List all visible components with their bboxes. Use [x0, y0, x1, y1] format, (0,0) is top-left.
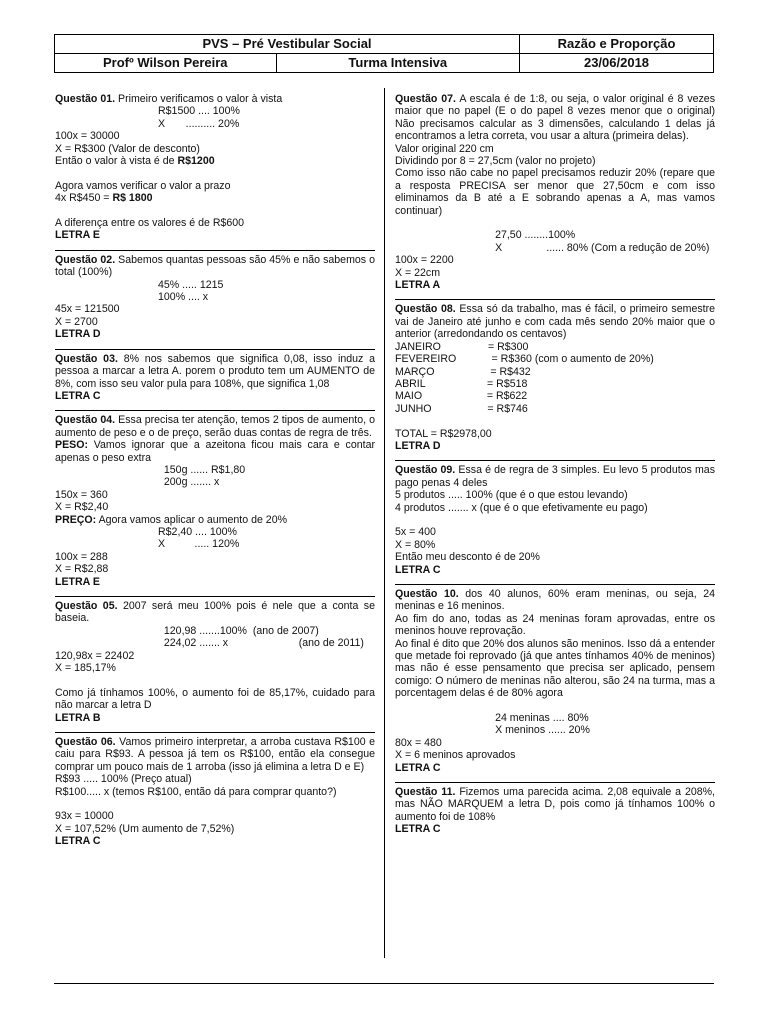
line-text: Dividindo por 8 = 27,5cm (valor no projeto)	[395, 155, 596, 168]
text-line	[55, 328, 375, 340]
line-text: 150x = 360	[55, 488, 108, 501]
text-line	[395, 514, 715, 526]
header-table	[54, 34, 714, 73]
text-line	[55, 414, 375, 439]
answer-letter: LETRA C	[55, 389, 101, 402]
text-line	[395, 464, 715, 489]
line-text: R$100..... x (temos R$100, então dá para comprar quanto?)	[55, 785, 337, 798]
answer-letter: LETRA E	[55, 229, 100, 242]
text-line	[55, 600, 375, 625]
line-text: X ...... 80% (Com a redução de 20%)	[395, 241, 710, 254]
text-line	[55, 538, 375, 550]
line-text: X = 107,52% (Um aumento de 7,52%)	[55, 822, 235, 835]
text-line	[395, 638, 715, 700]
text-line	[55, 279, 375, 291]
text-line	[395, 167, 715, 217]
text-line	[55, 773, 375, 785]
question-heading: Questão 05.	[55, 600, 118, 612]
text-line	[395, 353, 715, 365]
text-line	[55, 674, 375, 686]
text-line	[55, 823, 375, 835]
class-name: Turma Intensiva	[276, 54, 519, 73]
text-line	[55, 291, 375, 303]
text-line	[395, 539, 715, 551]
course-title: PVS – Pré Vestibular Social	[55, 35, 520, 54]
text-line	[55, 353, 375, 390]
text-line	[55, 205, 375, 217]
question-heading: Questão 06.	[55, 736, 116, 749]
answer-letter: LETRA C	[395, 823, 441, 836]
text-line	[55, 489, 375, 501]
text-line	[395, 712, 715, 724]
line-text: Fizemos uma parecida acima. 2,08 equivale a 208%, mas NÃO MARQUEM a letra D, pois como já tínhamos 100% o aumento foi de 108%	[395, 786, 715, 823]
text-line	[395, 341, 715, 353]
text-line	[55, 526, 375, 538]
question-block	[55, 90, 375, 242]
line-text: X = 6 meninos aprovados	[395, 749, 516, 762]
text-line	[395, 526, 715, 538]
text-line	[395, 700, 715, 712]
text-line	[55, 390, 375, 402]
text-line	[395, 762, 715, 774]
line-text: 5x = 400	[395, 526, 436, 539]
text-line	[395, 749, 715, 761]
question-heading: PESO:	[55, 439, 88, 452]
line-text: Essa só da trabalho, mas é fácil, o primeiro semestre vai de Janeiro até junho e com cada mês sendo 20% maior que o anterior (arredondando os centavos)	[395, 303, 716, 341]
line-text: Sabemos quantas pessoas são 45% e não sabemos o total (100%)	[55, 253, 375, 279]
text-line	[55, 637, 375, 649]
line-text: Então meu desconto é de 20%	[395, 551, 540, 564]
text-line	[395, 403, 715, 415]
text-line	[55, 303, 375, 315]
line-text: X .......... 20%	[55, 117, 240, 130]
text-line	[55, 192, 375, 204]
line-text: 150g ...... R$1,80	[55, 463, 246, 476]
line-text: R$2,40 .... 100%	[55, 525, 237, 538]
text-line	[55, 786, 375, 798]
question-block	[395, 90, 715, 291]
text-line	[55, 476, 375, 488]
text-line	[55, 625, 375, 637]
line-text: 100% .... x	[55, 291, 209, 304]
text-line	[55, 662, 375, 674]
question-heading: Questão 07.	[395, 93, 456, 105]
question-block	[55, 596, 375, 724]
line-text: MARÇO = R$432	[395, 365, 531, 378]
question-block	[55, 732, 375, 848]
line-text: 4 produtos ....... x (que é o que efetivamente eu pago)	[395, 501, 648, 514]
text-line	[55, 143, 375, 155]
text-line	[395, 303, 715, 340]
text-line	[395, 242, 715, 254]
text-line	[55, 650, 375, 662]
line-text: 45% ..... 1215	[55, 278, 224, 291]
text-line	[395, 737, 715, 749]
document-date: 23/06/2018	[520, 54, 714, 73]
text-line	[55, 798, 375, 810]
line-text: X ..... 120%	[55, 538, 240, 551]
text-line	[395, 143, 715, 155]
text-line	[55, 217, 375, 229]
line-text: X = 22cm	[395, 266, 441, 279]
text-line	[55, 130, 375, 142]
line-text: Agora vamos aplicar o aumento de 20%	[98, 513, 288, 526]
text-line	[395, 613, 715, 638]
line-text: 100x = 288	[55, 550, 108, 563]
answer-letter: LETRA C	[395, 761, 441, 774]
text-line	[55, 118, 375, 130]
text-line	[395, 415, 715, 427]
line-text: Então o valor à vista é de	[55, 155, 178, 168]
text-line	[55, 712, 375, 724]
question-heading: Questão 02.	[55, 253, 116, 266]
line-text: X = R$2,40	[55, 501, 109, 514]
line-text: 2007 será meu 100% pois é nele que a conta se baseia.	[55, 600, 375, 625]
line-text: X = R$2,88	[55, 563, 109, 576]
text-line	[395, 564, 715, 576]
question-block	[55, 410, 375, 588]
text-line	[55, 464, 375, 476]
text-line	[55, 514, 375, 526]
text-line	[55, 576, 375, 588]
line-text: R$93 ..... 100% (Preço atual)	[55, 773, 192, 786]
subject-title: Razão e Proporção	[520, 35, 714, 54]
text-line	[395, 93, 715, 143]
line-text: 120,98x = 22402	[55, 649, 135, 662]
bold-value: R$1200	[177, 155, 215, 168]
text-line	[55, 155, 375, 167]
text-line	[55, 167, 375, 179]
line-text: FEVEREIRO = R$360 (com o aumento de 20%)	[395, 353, 654, 366]
bottom-divider	[54, 983, 714, 984]
text-line	[395, 823, 715, 835]
line-text: Valor original 220 cm	[395, 142, 494, 155]
line-text: 100x = 30000	[55, 130, 120, 143]
line-text: 120,98 .......100% (ano de 2007)	[55, 624, 319, 637]
column-divider	[384, 88, 385, 958]
line-text: Como já tínhamos 100%, o aumento foi de 85,17%, cuidado para não marcar a letra D	[55, 686, 375, 712]
question-heading: Questão 09.	[395, 464, 456, 477]
text-line	[395, 267, 715, 279]
text-line	[395, 551, 715, 563]
text-line	[395, 155, 715, 167]
line-text: Ao fim do ano, todas as 24 meninas foram aprovadas, entre os meninos houve reprovação.	[395, 612, 715, 638]
answer-letter: LETRA C	[55, 835, 101, 848]
text-line	[395, 390, 715, 402]
line-text: Essa é de regra de 3 simples. Eu levo 5 produtos mas pago penas 4 deles	[395, 464, 716, 489]
line-text: A escala é de 1:8, ou seja, o valor original é 8 vezes maior que no papel (E o do papel 8 vezes menor que o original) Não precisamos calcular as 3 dimensões, calculando 1 delas já encontramos a letra correta, vou usar a altura (primeira delas).	[395, 93, 715, 143]
answer-letter: LETRA D	[395, 439, 441, 452]
line-text: Vamos primeiro interpretar, a arroba custava R$100 e caiu para R$93. A pessoa já tem os R$100, então ela consegue comprar um pouco mais de 1 arroba (isso já elimina a letra D e E)	[55, 736, 376, 773]
text-line	[395, 217, 715, 229]
line-text: 100x = 2200	[395, 254, 454, 267]
question-heading: Questão 10.	[395, 587, 459, 600]
line-text: Agora vamos verificar o valor a prazo	[55, 179, 231, 192]
answer-letter: LETRA C	[395, 563, 441, 576]
right-column	[395, 90, 715, 844]
line-text: JUNHO = R$746	[395, 402, 528, 415]
question-heading: Questão 11.	[395, 786, 456, 799]
text-line	[395, 428, 715, 440]
text-line	[55, 835, 375, 847]
line-text: MAIO = R$622	[395, 390, 528, 403]
line-text: A diferença entre os valores é de R$600	[55, 217, 245, 230]
question-block	[55, 250, 375, 341]
line-text: 4x R$450 =	[55, 192, 113, 205]
answer-letter: LETRA B	[55, 711, 101, 724]
line-text: 93x = 10000	[55, 810, 114, 823]
line-text: Essa precisa ter atenção, temos 2 tipos de aumento, o aumento de peso e o de preço, serão duas contas de regra de três.	[55, 414, 375, 439]
text-line	[395, 588, 715, 613]
text-line	[55, 180, 375, 192]
text-line	[55, 316, 375, 328]
text-line	[55, 736, 375, 773]
line-text: 80x = 480	[395, 736, 442, 749]
line-text: X = R$300 (Valor de desconto)	[55, 142, 200, 155]
question-heading: PREÇO:	[55, 513, 97, 526]
line-text: 5 produtos ..... 100% (que é o que estou levando)	[395, 489, 628, 502]
text-line	[55, 810, 375, 822]
question-heading: Questão 01.	[55, 93, 116, 105]
bold-value: R$ 1800	[112, 192, 153, 205]
line-text: TOTAL = R$2978,00	[395, 427, 492, 440]
question-heading: Questão 04.	[55, 414, 116, 427]
answer-letter: LETRA E	[55, 575, 100, 588]
text-line	[55, 687, 375, 712]
answer-letter: LETRA D	[55, 328, 101, 341]
text-line	[395, 378, 715, 390]
question-block	[55, 349, 375, 403]
line-text: Primeiro verificamos o valor à vista	[118, 93, 283, 105]
text-line	[395, 786, 715, 823]
text-line	[395, 229, 715, 241]
text-line	[395, 254, 715, 266]
teacher-name: Profº Wilson Pereira	[55, 54, 277, 73]
question-block	[395, 782, 715, 836]
text-line	[55, 105, 375, 117]
question-heading: Questão 03.	[55, 352, 118, 365]
question-block	[395, 299, 715, 452]
left-column	[55, 90, 375, 856]
line-text: R$1500 .... 100%	[55, 105, 240, 118]
text-line	[55, 563, 375, 575]
line-text: 224,02 ....... x (ano de 2011)	[55, 637, 364, 650]
line-text: X = 2700	[55, 315, 98, 328]
line-text: dos 40 alunos, 60% eram meninas, ou seja, 24 meninas e 16 meninos.	[395, 587, 715, 613]
line-text: Vamos ignorar que a azeitona ficou mais cara e contar apenas o peso extra	[55, 439, 375, 464]
line-text: Como isso não cabe no papel precisamos reduzir 20% (repare que a resposta PRECISA ser menor que 27,50cm e com isso eliminamos da B até a E sobrando apenas a A, mas vamos continuar)	[395, 167, 715, 217]
answer-letter: LETRA A	[395, 279, 441, 292]
line-text: 200g ....... x	[55, 476, 220, 489]
line-text: JANEIRO = R$300	[395, 340, 529, 353]
question-heading: Questão 08.	[395, 303, 456, 316]
text-line	[55, 93, 375, 105]
question-block	[395, 584, 715, 774]
line-text: 8% nos sabemos que significa 0,08, isso induz a pessoa a marcar a letra A. porem o produto tem um AUMENTO de 8%, com isso seu valor pula para 108%, que significa 1,08	[55, 352, 375, 390]
line-text: X = 185,17%	[55, 662, 116, 675]
line-text: 27,50 ........100%	[395, 229, 576, 242]
text-line	[395, 279, 715, 291]
line-text: Ao final é dito que 20% dos alunos são meninos. Isso dá a entender que metade foi reprovado (já que antes tínhamos 40% de meninos) mas não é esse pensamento que precisa ser aplicado, pensem comigo: O número de meninas não alterou, são 24 na turma, mas a porcentagem delas é de 80% agora	[395, 637, 715, 700]
line-text: ABRIL = R$518	[395, 377, 528, 390]
text-line	[55, 551, 375, 563]
line-text: X meninos ...... 20%	[395, 724, 590, 737]
text-line	[395, 724, 715, 736]
text-line	[55, 229, 375, 241]
text-line	[395, 489, 715, 501]
text-line	[55, 254, 375, 279]
question-block	[395, 460, 715, 576]
text-line	[55, 439, 375, 464]
text-line	[395, 502, 715, 514]
text-line	[55, 501, 375, 513]
text-line	[395, 366, 715, 378]
line-text: 24 meninas .... 80%	[395, 712, 589, 725]
line-text: 45x = 121500	[55, 303, 120, 316]
text-line	[395, 440, 715, 452]
line-text: X = 80%	[395, 538, 436, 551]
